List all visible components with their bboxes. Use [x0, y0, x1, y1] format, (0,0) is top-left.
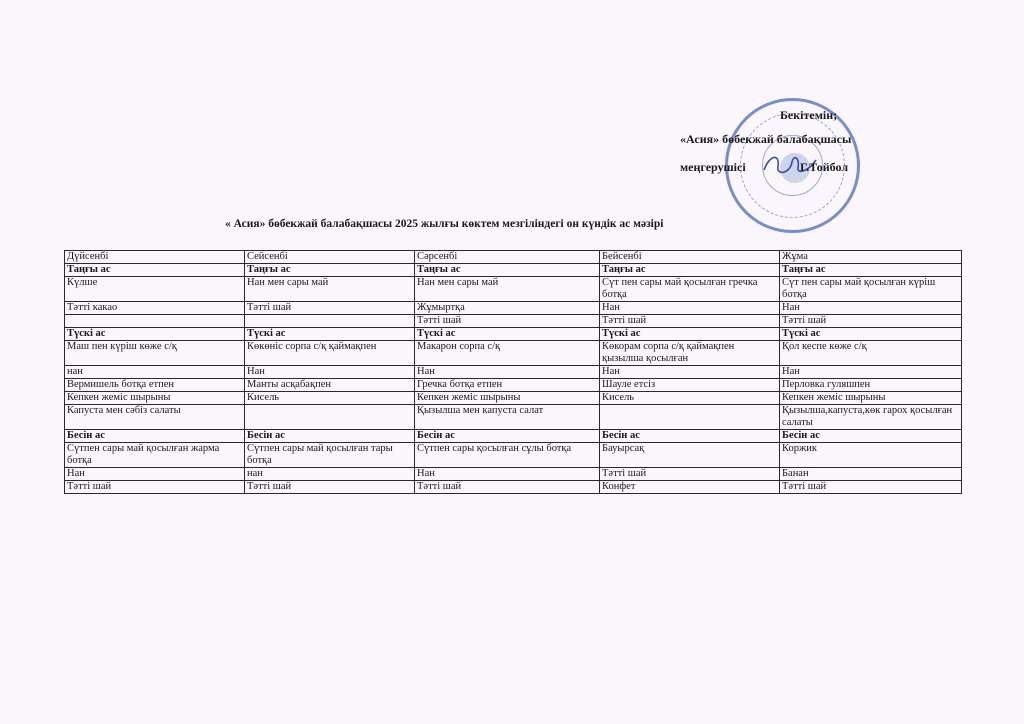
table-cell: Нан [780, 366, 962, 379]
table-cell: Тәтті шай [415, 481, 600, 494]
table-cell: Түскі ас [245, 328, 415, 341]
table-cell: Нан [415, 468, 600, 481]
meal-header-row [65, 328, 962, 341]
table-cell: Күлше [65, 277, 245, 302]
table-cell: Нан [245, 366, 415, 379]
table-cell: Нан мен сары май [415, 277, 600, 302]
table-cell: Жұма [780, 251, 962, 264]
table-cell: Қызылша,капуста,көк гарох қосылған салаты [780, 405, 962, 430]
table-cell: Нан [600, 366, 780, 379]
approval-organization: «Асия» бөбекжай балабақшасы [680, 132, 852, 146]
table-cell: Кисель [245, 392, 415, 405]
table-cell: Банан [780, 468, 962, 481]
table-row [65, 315, 962, 328]
table-cell: Сүт пен сары май қосылған күріш ботқа [780, 277, 962, 302]
table-cell: Маш пен күріш көже с/қ [65, 341, 245, 366]
table-cell: нан [245, 468, 415, 481]
table-cell: Түскі ас [600, 328, 780, 341]
table-cell: Вермишель ботқа етпен [65, 379, 245, 392]
table-cell: Тәтті шай [600, 468, 780, 481]
table-cell: Бауырсақ [600, 443, 780, 468]
table-row [65, 443, 962, 468]
table-cell: Түскі ас [415, 328, 600, 341]
table-cell: Көкорам сорпа с/қ қаймақпен қызылша қосылған [600, 341, 780, 366]
table-cell: Сүт пен сары май қосылған гречка ботқа [600, 277, 780, 302]
table-cell: Сүтпен сары қосылған сұлы ботқа [415, 443, 600, 468]
day-header-row [65, 251, 962, 264]
table-row [65, 277, 962, 302]
table-cell [245, 315, 415, 328]
table-row [65, 468, 962, 481]
table-cell: Қызылша мен капуста салат [415, 405, 600, 430]
table-cell: Коржик [780, 443, 962, 468]
table-cell: Кисель [600, 392, 780, 405]
table-cell: Бейсенбі [600, 251, 780, 264]
table-cell: Нан [780, 302, 962, 315]
table-cell: Тәтті шай [600, 315, 780, 328]
approval-signer: Г.Тойбол [800, 160, 849, 174]
table-cell: Нан мен сары май [245, 277, 415, 302]
table-cell: Конфет [600, 481, 780, 494]
table-row [65, 481, 962, 494]
approval-block [660, 100, 920, 220]
table-cell: Дүйсенбі [65, 251, 245, 264]
table-cell: Тәтті шай [780, 315, 962, 328]
table-cell: Нан [415, 366, 600, 379]
table-cell: Манты асқабақпен [245, 379, 415, 392]
table-cell: Кепкен жеміс шырыны [780, 392, 962, 405]
table-row [65, 302, 962, 315]
table-cell: Көкөніс сорпа с/қ қаймақпен [245, 341, 415, 366]
table-cell: Перловка гуляшпен [780, 379, 962, 392]
table-cell: Тәтті шай [65, 481, 245, 494]
table-cell: Нан [600, 302, 780, 315]
table-cell: Таңғы ас [780, 264, 962, 277]
table-cell: Қол кеспе көже с/қ [780, 341, 962, 366]
table-cell: Сүтпен сары май қосылған тары ботқа [245, 443, 415, 468]
table-cell: Таңғы ас [65, 264, 245, 277]
table-cell: Түскі ас [65, 328, 245, 341]
table-cell [600, 405, 780, 430]
meal-header-row [65, 430, 962, 443]
table-cell: Бесін ас [600, 430, 780, 443]
approval-position: меңгерушісі [680, 160, 746, 174]
table-cell: Шауле етсіз [600, 379, 780, 392]
table-row [65, 379, 962, 392]
table-cell: Таңғы ас [600, 264, 780, 277]
table-row [65, 392, 962, 405]
table-cell: Бесін ас [415, 430, 600, 443]
table-cell: Макарон сорпа с/қ [415, 341, 600, 366]
table-cell: Жұмыртқа [415, 302, 600, 315]
table-cell: Тәтті какао [65, 302, 245, 315]
table-cell: Бесін ас [780, 430, 962, 443]
table-cell: Кепкен жеміс шырыны [415, 392, 600, 405]
table-cell: нан [65, 366, 245, 379]
meal-header-row [65, 264, 962, 277]
table-cell: Тәтті шай [245, 302, 415, 315]
table-cell: Тәтті шай [245, 481, 415, 494]
table-cell: Капуста мен сәбіз салаты [65, 405, 245, 430]
table-cell: Тәтті шай [780, 481, 962, 494]
table-cell [65, 315, 245, 328]
table-cell: Сүтпен сары май қосылған жарма ботқа [65, 443, 245, 468]
table-cell: Таңғы ас [415, 264, 600, 277]
table-cell: Түскі ас [780, 328, 962, 341]
menu-table [64, 250, 962, 494]
table-row [65, 405, 962, 430]
table-cell: Нан [65, 468, 245, 481]
table-cell: Сәрсенбі [415, 251, 600, 264]
table-row [65, 341, 962, 366]
table-cell: Бесін ас [65, 430, 245, 443]
approval-heading: Бекітемін; [780, 108, 838, 122]
table-cell: Таңғы ас [245, 264, 415, 277]
table-cell: Тәтті шай [415, 315, 600, 328]
table-cell: Бесін ас [245, 430, 415, 443]
table-cell: Гречка ботқа етпен [415, 379, 600, 392]
menu-table-body [65, 251, 962, 494]
document-title: « Асия» бөбекжай балабақшасы 2025 жылғы көктем мезгіліндегі он күндік ас мәзірі [225, 218, 664, 230]
table-cell [245, 405, 415, 430]
table-cell: Кепкен жеміс шырыны [65, 392, 245, 405]
table-cell: Сейсенбі [245, 251, 415, 264]
table-row [65, 366, 962, 379]
